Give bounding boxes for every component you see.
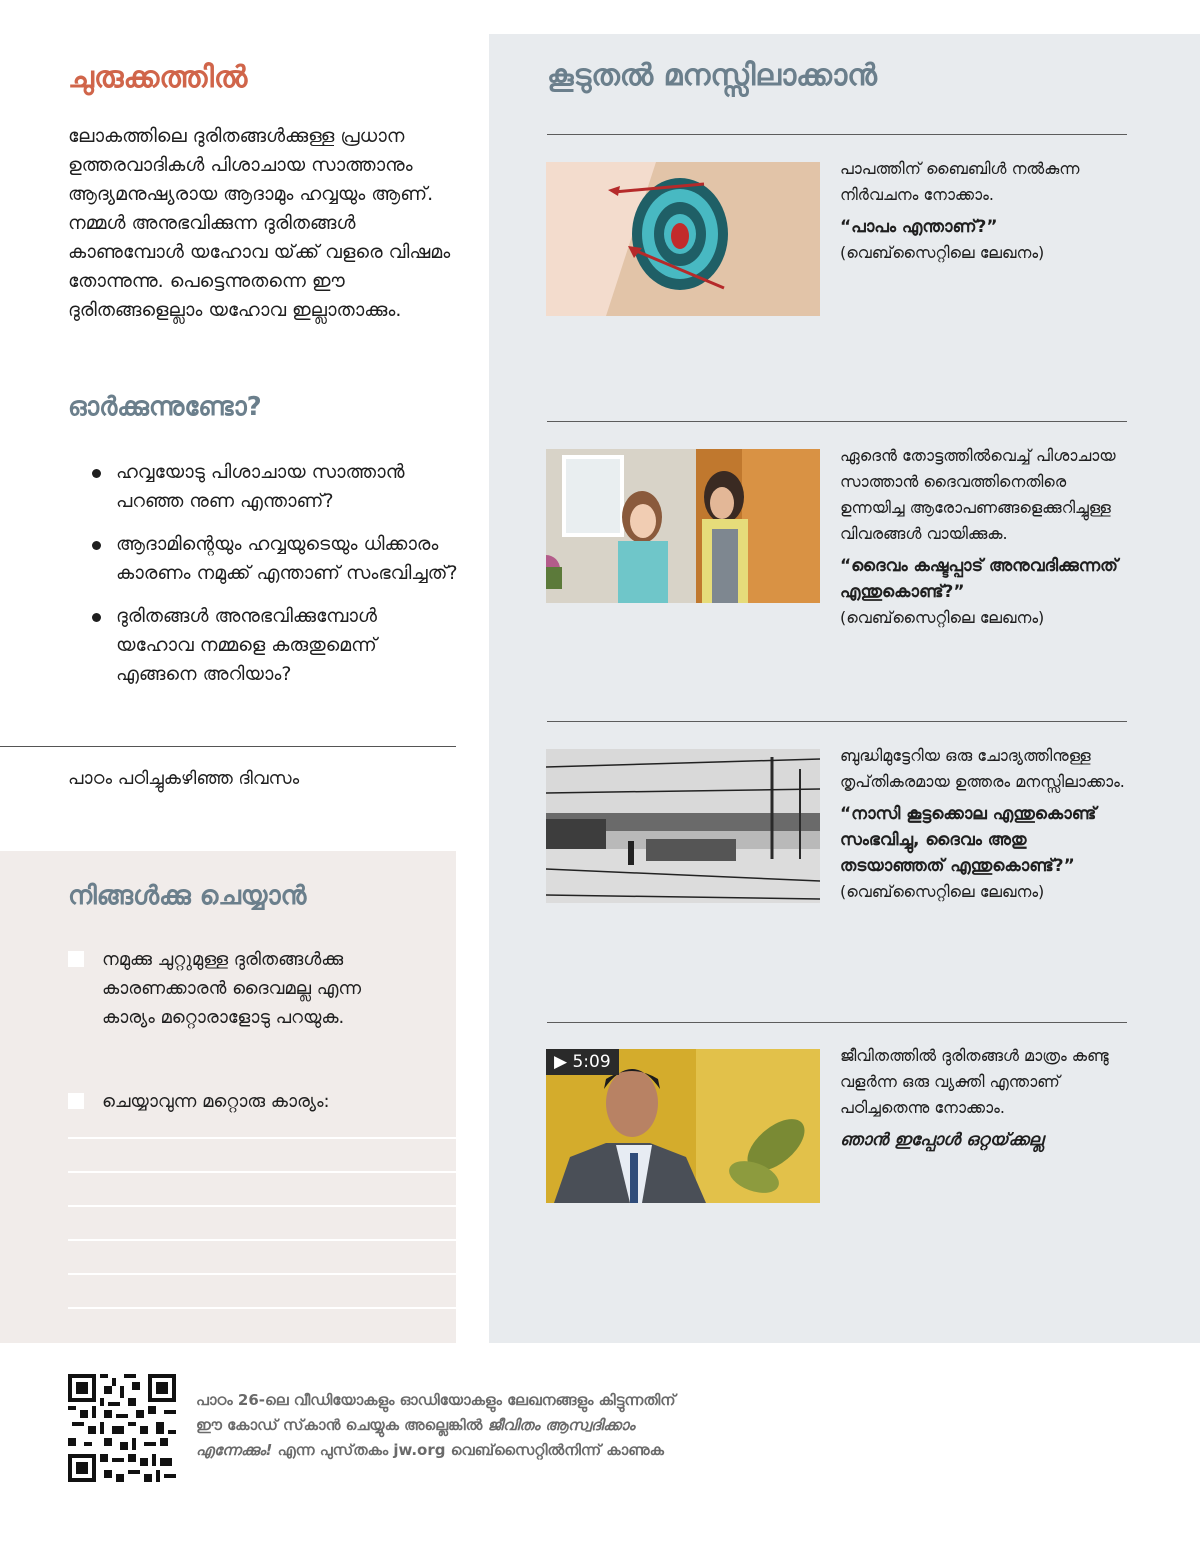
writing-line[interactable] xyxy=(68,1307,456,1309)
article-thumbnail-camp[interactable] xyxy=(546,749,820,903)
recall-heading: ഓർക്കുന്നുണ്ടോ? xyxy=(68,392,262,422)
writing-line[interactable] xyxy=(68,1205,456,1207)
learn-more-item xyxy=(840,443,1130,631)
writing-line[interactable] xyxy=(68,1273,456,1275)
divider xyxy=(547,421,1127,422)
item-description: ജീവിതത്തിൽ ദുരിതങ്ങൾ മാത്രം കണ്ടു വളർന്ന ഒരു വ്യക്തി എന്താണ് പഠിച്ചതെന്നു നോക്കാം. xyxy=(840,1046,1109,1117)
article-link[interactable]: “ദൈവം കഷ്ടപ്പാട് അനുവദിക്കുന്നത് എന്തുകൊണ്ട്?” xyxy=(840,556,1118,602)
checkbox[interactable] xyxy=(68,1093,84,1109)
recall-question: ദുരിതങ്ങൾ അനുഭവിക്കുമ്പോൾ യഹോവ നമ്മളെ കരുതുമെന്ന് എങ്ങനെ അറിയാം? xyxy=(90,602,460,689)
learn-more-heading: കൂടുതൽ മനസ്സിലാക്കാൻ xyxy=(547,58,877,93)
article-link[interactable] xyxy=(840,801,1130,905)
recall-question: ഹവ്വയോടു പിശാചായ സാത്താൻ പറഞ്ഞ നുണ എന്താണ്? xyxy=(90,458,460,516)
completion-date-label: പാഠം പഠിച്ചുകഴിഞ്ഞ ദിവസം xyxy=(68,768,300,789)
summary-heading: ചുരുക്കത്തിൽ xyxy=(68,60,248,95)
todo-section xyxy=(0,851,456,1343)
qr-code[interactable] xyxy=(68,1374,176,1482)
item-source-label: (വെബ്‌സൈറ്റിലെ ലേഖനം) xyxy=(840,243,1045,262)
divider xyxy=(547,721,1127,722)
divider xyxy=(0,746,456,747)
footer-instructions xyxy=(196,1388,696,1463)
video-duration-badge: ▶ 5:09 xyxy=(546,1049,619,1075)
divider xyxy=(547,1022,1127,1023)
divider xyxy=(547,134,1127,135)
todo-item-label: ചെയ്യാവുന്ന മറ്റൊരു കാര്യം: xyxy=(102,1091,330,1112)
todo-item[interactable] xyxy=(68,1087,408,1116)
item-description: ഏദെൻ തോട്ടത്തിൽവെച്ച് പിശാചായ സാത്താൻ ദൈവത്തിനെതിരെ ഉന്നയിച്ച ആരോപണങ്ങളെക്കുറിച്ചുള്ള വിവരങ്ങൾ വായിക്കുക. xyxy=(840,446,1116,543)
writing-line[interactable] xyxy=(68,1171,456,1173)
item-description: ബുദ്ധിമുട്ടേറിയ ഒരു ചോദ്യത്തിനുള്ള തൃപ്‌തികരമായ ഉത്തരം മനസ്സിലാക്കാം. xyxy=(840,746,1125,791)
book-title[interactable]: ജീവിതം ആസ്വദിക്കാം എന്നേക്കും! xyxy=(196,1416,635,1459)
todo-heading: നിങ്ങൾക്കു ചെയ്യാൻ xyxy=(68,881,307,911)
recall-question-list xyxy=(90,458,460,703)
video-thumbnail[interactable] xyxy=(546,1049,820,1203)
item-source-label: (വെബ്‌സൈറ്റിലെ ലേഖനം) xyxy=(840,608,1045,627)
learn-more-item xyxy=(840,156,1130,266)
recall-question: ആദാമിന്റെയും ഹവ്വയുടെയും ധിക്കാരം കാരണം നമുക്ക് എന്താണ് സംഭവിച്ചത്? xyxy=(90,530,460,588)
footer-line-a: പാഠം 26-ലെ വീഡിയോകളും ഓഡിയോകളും ലേഖനങ്ങളും കിട്ടുന്നതിന് ഈ കോഡ് സ്‌കാൻ ചെയ്യുക അല്ലെങ്കിൽ xyxy=(196,1391,676,1434)
footer-line-b: എന്ന പുസ്‌തകം jw.org വെബ്‌സൈറ്റിൽനിന്ന് കാണുക xyxy=(277,1441,664,1459)
article-thumbnail-target[interactable] xyxy=(546,162,820,316)
learn-more-panel xyxy=(489,34,1200,1343)
item-description: പാപത്തിന് ബൈബിൾ നൽകുന്ന നിർവചനം നോക്കാം. xyxy=(840,159,1080,204)
summary-text: ലോകത്തിലെ ദുരിതങ്ങൾക്കുള്ള പ്രധാന ഉത്തരവാദികൾ പിശാചായ സാത്താനും ആദ്യമനുഷ്യരായ ആദാമും ഹവ്വയും ആണ്. നമ്മൾ അനുഭവിക്കുന്ന ദുരിതങ്ങൾ കാണുമ്പോൾ യഹോവ യ്‌ക്ക് വളരെ വിഷമം തോന്നുന്നു. പെട്ടെന്നുതന്നെ ഈ ദുരിതങ്ങളെല്ലാം യഹോവ ഇല്ലാതാക്കും. xyxy=(68,125,451,321)
todo-item-label: നമുക്കു ചുറ്റുമുള്ള ദുരിതങ്ങൾക്കു കാരണക്കാരൻ ദൈവമല്ല എന്ന കാര്യം മറ്റൊരാളോടു പറയുക. xyxy=(102,949,362,1028)
learn-more-item xyxy=(840,743,1130,905)
learn-more-item xyxy=(840,1043,1130,1153)
article-link[interactable]: “പാപം എന്താണ്?” xyxy=(840,217,998,237)
article-title: “നാസി കൂട്ടക്കൊല എന്തുകൊണ്ട് സംഭവിച്ചു, ദൈവം അതു തടയാഞ്ഞത് എന്തുകൊണ്ട്?” xyxy=(840,804,1097,876)
writing-line[interactable] xyxy=(68,1239,456,1241)
item-source-label: (വെബ്‌സൈറ്റിലെ ലേഖനം) xyxy=(840,882,1045,901)
video-link[interactable]: ഞാൻ ഇപ്പോൾ ഒറ്റയ്‌ക്കല്ല xyxy=(840,1130,1044,1150)
checkbox[interactable] xyxy=(68,951,84,967)
todo-item[interactable] xyxy=(68,945,408,1032)
writing-line[interactable] xyxy=(68,1137,456,1139)
article-thumbnail-doorstep[interactable] xyxy=(546,449,820,603)
